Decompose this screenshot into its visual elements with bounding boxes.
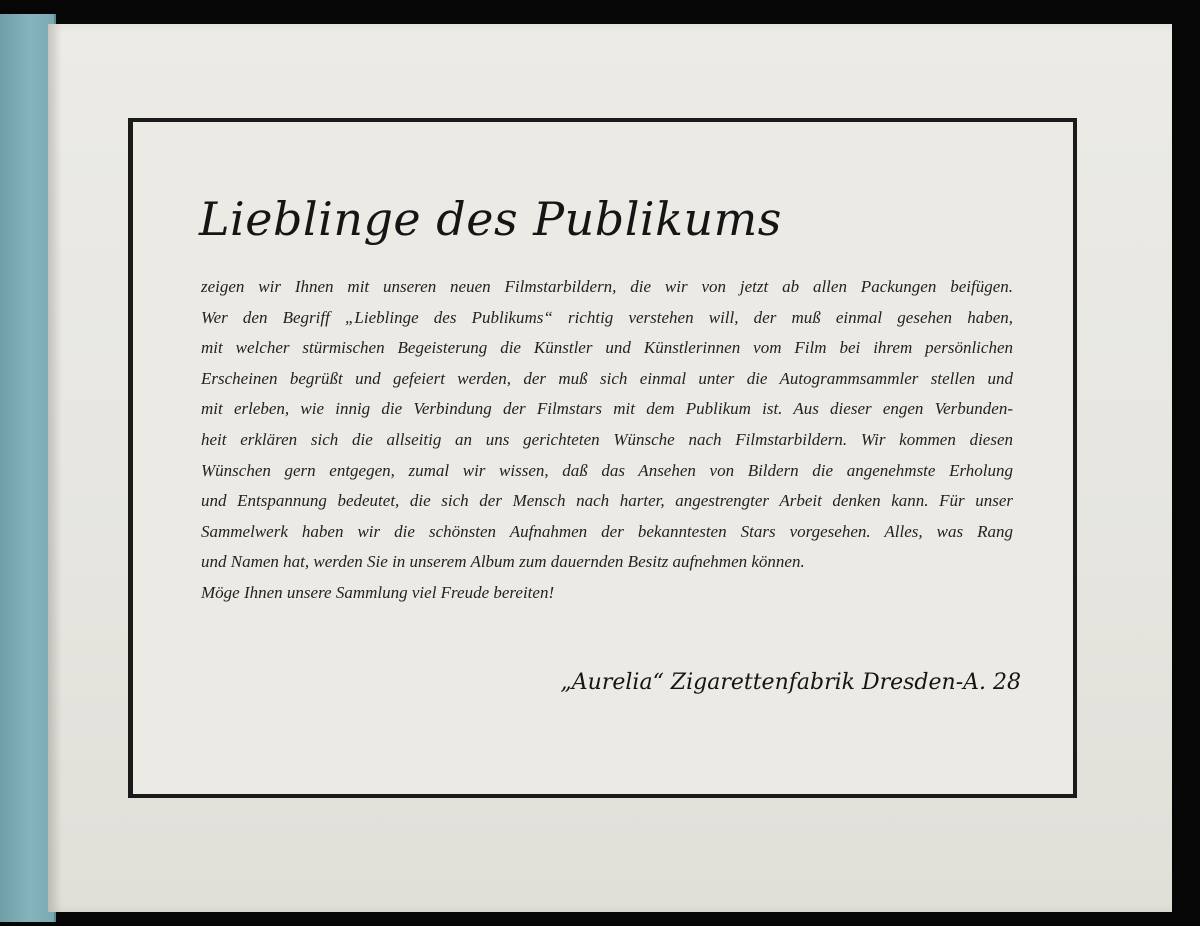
body-line: Erscheinen begrüßt und gefeiert werden, der muß sich einmal unter die Autogrammsammler stellen und (201, 368, 1013, 388)
body-line: zeigen wir Ihnen mit unseren neuen Filmstarbildern, die wir von jetzt ab allen Packungen beifügen. (201, 277, 1013, 296)
body-line: heit erklären sich die allseitig an uns gerichteten Wünsche nach Filmstarbildern. Wir kommen diesen (201, 429, 1013, 449)
signature: „Aurelia“ Zigarettenfabrik Dresden-A. 28 (560, 670, 1021, 695)
body-line: Wer den Begriff „Lieblinge des Publikums“ richtig verstehen will, der muß einmal gesehen haben, (201, 307, 1013, 327)
page-heading: Lieblinge des Publikums (199, 192, 782, 246)
body-line: mit erleben, wie innig die Verbindung der Filmstars mit dem Publikum ist. Aus dieser engen Verbunden- (201, 399, 1013, 419)
body-line: mit welcher stürmischen Begeisterung die Künstler und Künstlerinnen vom Film bei ihrem persönlichen (201, 338, 1013, 358)
body-line: und Entspannung bedeutet, die sich der Mensch nach harter, angestrengter Arbeit denken kann. Für unser (201, 491, 1013, 511)
page-fold-shadow (48, 24, 62, 912)
body-line: Sammelwerk haben wir die schönsten Aufnahmen der bekanntesten Stars vorgesehen. Alles, was Rang (201, 521, 1013, 541)
body-line: Wünschen gern entgegen, zumal wir wissen, daß das Ansehen von Bildern die angenehmste Erholung (201, 460, 1013, 480)
body-line: und Namen hat, werden Sie in unserem Album zum dauernden Besitz aufnehmen können. (201, 552, 805, 572)
closing-line: Möge Ihnen unsere Sammlung viel Freude bereiten! (201, 582, 555, 602)
body-text (201, 272, 1013, 609)
text-frame (128, 118, 1077, 798)
